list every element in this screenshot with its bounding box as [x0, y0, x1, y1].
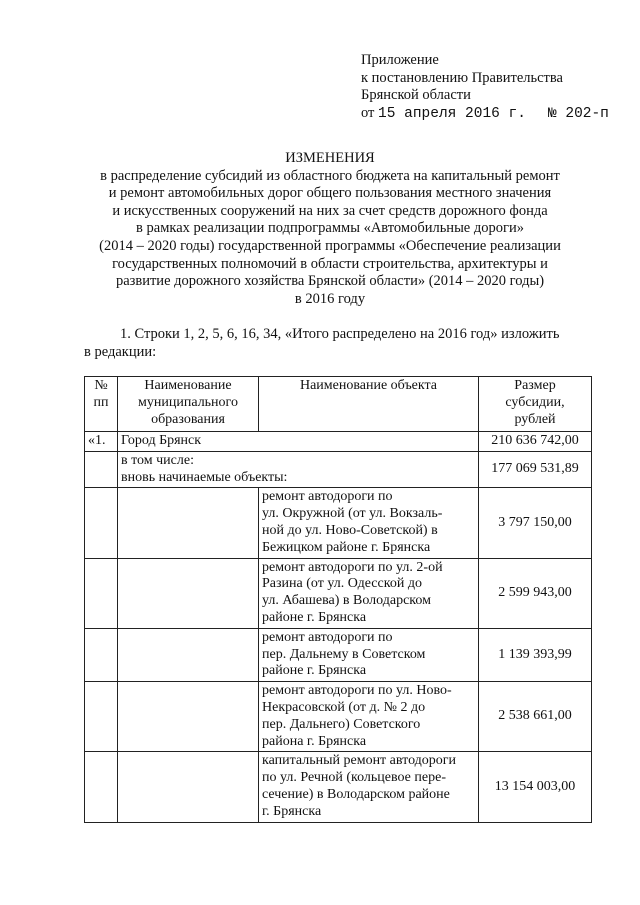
row-municipality: Город Брянск: [118, 432, 479, 452]
header-num: № пп: [85, 377, 118, 432]
document-title: [60, 150, 600, 308]
header-subsidy: Размер субсидии, рублей: [479, 377, 592, 432]
object-amount: 3 797 150,00: [479, 488, 592, 558]
title-line: и ремонт автомобильных дорог общего пользования местного значения: [108, 185, 552, 202]
object-amount: 2 538 661,00: [479, 682, 592, 752]
title-line: развитие дорожного хозяйства Брянской области» (2014 – 2020 годы): [115, 273, 545, 290]
title-line: (2014 – 2020 годы) государственной программы «Обеспечение реализации: [99, 237, 561, 254]
table-row: [85, 558, 592, 628]
table-header-row: [85, 377, 592, 432]
row-num: «1.: [85, 432, 118, 452]
row-including: в том числе: вновь начинаемые объекты:: [118, 451, 479, 488]
appendix-number: № 202-п: [547, 105, 609, 122]
object-amount: 1 139 393,99: [479, 628, 592, 681]
appendix-region: Брянской области: [361, 87, 471, 103]
table-row: [85, 488, 592, 558]
object-amount: 13 154 003,00: [479, 752, 592, 822]
title-line: государственных полномочий в области строительства, архитектуры и: [112, 255, 548, 272]
body-paragraph: [84, 326, 594, 361]
object-name: ремонт автодороги по пер. Дальнему в Советском районе г. Брянска: [259, 628, 479, 681]
appendix-header: [361, 52, 609, 123]
header-municipality: Наименование муниципального образования: [118, 377, 259, 432]
title-line: в рамках реализации подпрограммы «Автомобильные дороги»: [136, 220, 524, 237]
header-object: Наименование объекта: [259, 377, 479, 432]
row-amount: 177 069 531,89: [479, 451, 592, 488]
object-amount: 2 599 943,00: [479, 558, 592, 628]
table-row: [85, 628, 592, 681]
title-line: и искусственных сооружений на них за счет средств дорожного фонда: [112, 202, 548, 219]
table-row: [85, 682, 592, 752]
subsidy-table: [84, 376, 592, 823]
appendix-date-line: [361, 105, 609, 124]
row-amount: 210 636 742,00: [479, 432, 592, 452]
title-line: в 2016 году: [294, 290, 366, 307]
title-heading: ИЗМЕНЕНИЯ: [285, 150, 375, 166]
title-line: в распределение субсидий из областного бюджета на капитальный ремонт: [100, 167, 560, 184]
appendix-date: 15 апреля 2016 г.: [378, 105, 526, 122]
appendix-label: Приложение: [361, 52, 439, 68]
paragraph-line: 1. Строки 1, 2, 5, 6, 16, 34, «Итого распределено на 2016 год» изложить: [120, 326, 560, 342]
appendix-date-prefix: от: [361, 104, 375, 121]
table-row: [85, 432, 592, 452]
object-name: ремонт автодороги по ул. Окружной (от ул. Вокзаль- ной до ул. Ново-Советской) в Бежицком районе г. Брянска: [259, 488, 479, 558]
appendix-resolution: к постановлению Правительства: [361, 69, 563, 86]
table-row: [85, 451, 592, 488]
object-name: ремонт автодороги по ул. 2-ой Разина (от ул. Одесской до ул. Абашева) в Володарском районе г. Брянска: [259, 558, 479, 628]
object-name: ремонт автодороги по ул. Ново- Некрасовской (от д. № 2 до пер. Дальнего) Советского района г. Брянска: [259, 682, 479, 752]
table-row: [85, 752, 592, 822]
object-name: капитальный ремонт автодороги по ул. Речной (кольцевое пере- сечение) в Володарском районе г. Брянска: [259, 752, 479, 822]
paragraph-line: в редакции:: [84, 343, 157, 360]
